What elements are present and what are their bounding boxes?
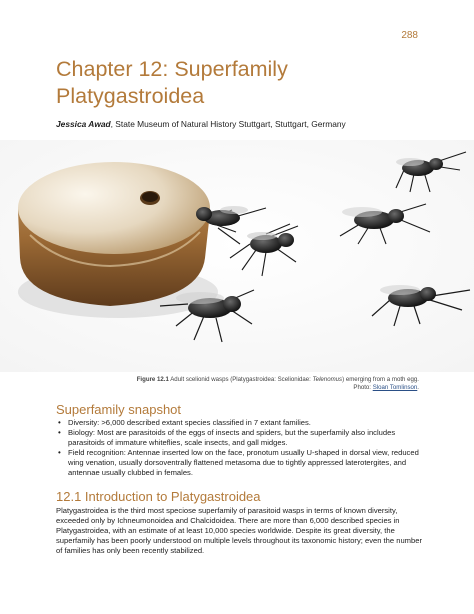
caption-line	[56, 376, 419, 384]
intro-paragraph: Platygastroidea is the third most speciose superfamily of parasitoid wasps in terms of known diversity, exceeded only by Ichneumonoidea and Chalcidoidea. There are more than 6,000 described species in Platygastroidea, with an estimate of at least 10,000 species worldwide. Despite its great diversity, the superfamily has been poorly understood on multiple levels throughout its taxonomic history; even the number of families has only been recently stabilized.	[56, 506, 422, 556]
page-number: 288	[401, 30, 418, 41]
photo-credit	[56, 384, 419, 392]
figure-photo	[0, 140, 474, 372]
intro-heading: 12.1 Introduction to Platygastroidea	[56, 489, 261, 504]
list-item: • Diversity: >6,000 described extant species classified in 7 extant families.	[56, 418, 421, 428]
figure-label: Figure 12.1	[136, 376, 169, 383]
caption-text-end: ) emerging from a moth egg.	[342, 376, 419, 383]
list-item: • Biology: Most are parasitoids of the eggs of insects and spiders, but the superfamily also includes parasitoids of immature whiteflies, scale insects, and gall midges.	[56, 428, 421, 448]
photo-of-wasps-on-egg	[0, 140, 474, 372]
list-item: • Field recognition: Antennae inserted low on the face, pronotum usually U-shaped in dorsal view, reduced wing venation, usually dorsoventrally flattened metasoma due to tightly appressed laterotergites, and antennae usually clubbed in females.	[56, 448, 421, 478]
author-name: Jessica Awad	[56, 119, 111, 129]
snapshot-list	[56, 418, 421, 479]
caption-text: Adult scelionid wasps (Platygastroidea: Scelionidae:	[168, 376, 313, 383]
caption-italic: Telenomus	[312, 376, 343, 383]
credit-prefix: Photo:	[353, 384, 373, 391]
figure-caption	[56, 376, 419, 392]
credit-suffix: .	[417, 384, 419, 391]
chapter-title: Chapter 12: Superfamily Platygastroidea	[56, 57, 288, 108]
snapshot-heading: Superfamily snapshot	[56, 402, 182, 417]
author-line	[56, 119, 436, 129]
credit-link[interactable]: Sloan Tomlinson	[372, 384, 418, 391]
author-affiliation: , State Museum of Natural History Stuttgart, Stuttgart, Germany	[110, 119, 346, 129]
